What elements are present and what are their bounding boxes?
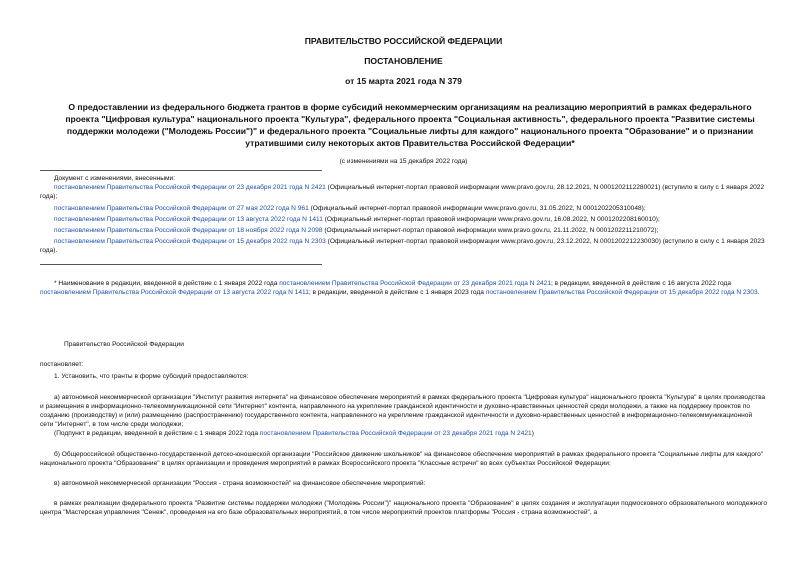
government-line: Правительство Российской Федерации	[64, 341, 184, 348]
point-1: 1. Установить, что гранты в форме субсидий предоставляются:	[54, 373, 249, 381]
divider-top	[40, 170, 322, 171]
decides-line: постановляет:	[40, 361, 84, 369]
changes-intro: Документ с изменениями, внесенными:	[54, 175, 176, 182]
subpoint-a: а) автономной некоммерческой организации "Институт развития интернета" на финансовое обеспечение мероприятий в рамках федерального проекта "Цифровая культура" национального проекта "Культура" в целях производства и размещения в информационно-телекоммуникационной сети "Интернет" контента, направленного на укрепление гражданской идентичности и духовно-нравственных ценностей среди молодежи, а также на поддержку проектов по созданию (производству) и (или) размещению (распространению) государственного контента, направленного на укрепление гражданской идентичности и духовно-нравственных ценностей в информационно-телекоммуникационной сети "Интернет", в том числе среди молодежи;	[40, 393, 766, 429]
change-link[interactable]: постановлением Правительства Российской Федерации от 15 декабря 2022 года N 2303	[54, 238, 326, 246]
subpoint-v: в) автономной некоммерческой организации "Россия - страна возможностей" на финансовое обеспечение мероприятий:	[54, 480, 426, 488]
document-title: О предоставлении из федерального бюджета грантов в форме субсидий некоммерческим организациям на реализацию мероприятий в рамках федерального проекта "Цифровая культура" национального проекта "Культура", федерального проекта "Социальная активность", федерального проекта "Развитие системы поддержки молодежи ("Молодежь России")" и федерального проекта "Социальные лифты для каждого" национального проекта "Образование" и о признании утратившими силу некоторых актов Правительства Российской Федерации*	[65, 102, 755, 148]
change-link[interactable]: постановлением Правительства Российской Федерации от 13 августа 2022 года N 1411	[54, 215, 323, 223]
change-link[interactable]: постановлением Правительства Российской Федерации от 27 мая 2022 года N 961	[54, 204, 309, 212]
divider-bottom	[40, 264, 322, 265]
changes-block	[40, 174, 767, 256]
org-heading: ПРАВИТЕЛЬСТВО РОССИЙСКОЙ ФЕДЕРАЦИИ	[304, 36, 503, 46]
change-item: постановлением Правительства Российской Федерации от 27 мая 2022 года N 961 (Официальный интернет-портал правовой информации www.pravo.gov.ru, 31.05.2022, N 0001202205310048);	[54, 204, 646, 212]
change-link[interactable]: постановлением Правительства Российской Федерации от 23 декабря 2021 года N 2421	[54, 184, 326, 192]
doc-type-heading: ПОСТАНОВЛЕНИЕ	[364, 56, 443, 66]
footnote-link[interactable]: постановлением Правительства Российской Федерации от 23 декабря 2021 года N 2421	[279, 280, 552, 287]
change-item: постановлением Правительства Российской Федерации от 15 декабря 2022 года N 2303 (Официальный интернет-портал правовой информации www.pravo.gov.ru, 23.12.2022, N 0001202212230030) (вступило в силу с 1 января 2023 года).	[40, 238, 765, 255]
subpoint-a-link[interactable]: постановлением Правительства Российской Федерации от 23 декабря 2021 года N 2421	[259, 430, 532, 438]
change-item: постановлением Правительства Российской Федерации от 18 ноября 2022 года N 2098 (Официальный интернет-портал правовой информации www.pravo.gov.ru, 21.11.2022, N 0001202211210072);	[54, 227, 659, 235]
date-number-heading: от 15 марта 2021 года N 379	[345, 76, 462, 86]
subpoint-a-note: (Подпункт в редакции, введенной в действие с 1 января 2022 года постановлением Правительства Российской Федерации от 23 декабря 2021 года N 2421)	[54, 430, 534, 438]
subpoint-b: б) Общероссийской общественно-государственной детско-юношеской организации "Российское движение школьников" на финансовое обеспечение мероприятий в рамках федерального проекта "Социальные лифты для каждого" национального проекта "Образование" в целях организации и проведения мероприятий в рамках Всероссийского проекта "Классные встречи" во всех субъектах Российской Федерации;	[40, 450, 764, 467]
footnote-link[interactable]: постановлением Правительства Российской Федерации от 15 декабря 2022 года N 2303	[485, 289, 758, 297]
change-link[interactable]: постановлением Правительства Российской Федерации от 18 ноября 2022 года N 2098	[54, 227, 323, 235]
body-text	[40, 340, 767, 518]
subpoint-v-item: в рамках реализации федерального проекта "Развитие системы поддержки молодежи ("Молодежь России")" национального проекта "Образование" в целях создания и эксплуатации подмосковного образовательного молодежного центра "Мастерская управления "Сенеж", проведения на его базе образовательных мероприятий, в том числе мероприятий проектов платформы "Россия - страна возможностей", а	[40, 500, 767, 517]
change-item: постановлением Правительства Российской Федерации от 23 декабря 2021 года N 2421 (Официальный интернет-портал правовой информации www.pravo.gov.ru, 28.12.2021, N 0001202112280021) (вступило в силу с 1 января 2022 года);	[40, 184, 765, 201]
footnote-link[interactable]: постановлением Правительства Российской Федерации от 13 августа 2022 года N 1411	[40, 289, 309, 297]
footnote: * Наименование в редакции, введенной в действие с 1 января 2022 года постановлением Правительства Российской Федерации от 23 декабря 2021 года N 2421; в редакции, введенной в действие с 16 августа 2022 года постановлением Правительства Российской Федерации от 13 августа 2022 года N 1411; в редакции, введенной в действие с 1 января 2023 года постановлением Правительства Российской Федерации от 15 декабря 2022 года N 2303.	[40, 280, 760, 297]
edition-note: (с изменениями на 15 декабря 2022 года)	[339, 158, 468, 165]
change-item: постановлением Правительства Российской Федерации от 13 августа 2022 года N 1411 (Официальный интернет-портал правовой информации www.pravo.gov.ru, 16.08.2022, N 0001202208160010);	[54, 215, 660, 223]
